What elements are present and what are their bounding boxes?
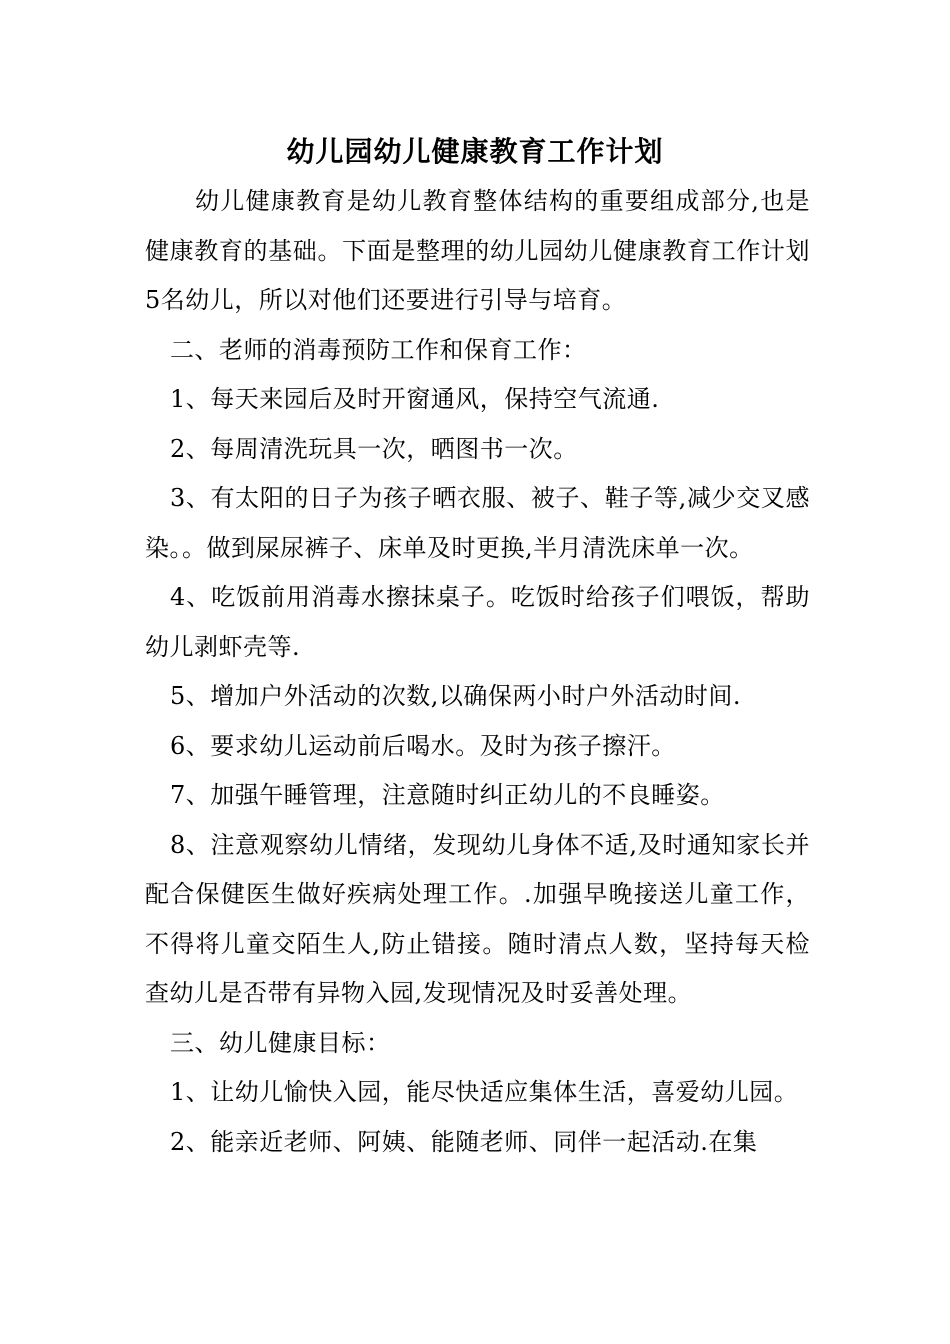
document-body	[145, 177, 810, 1167]
paragraph-intro: 幼儿健康教育是幼儿教育整体结构的重要组成部分,也是健康教育的基础。下面是整理的幼儿园幼儿健康教育工作计划5名幼儿，所以对他们还要进行引导与培育。	[145, 187, 810, 314]
section-heading-teacher-work: 二、老师的消毒预防工作和保育工作：	[170, 335, 587, 364]
list-item: 1、每天来园后及时开窗通风，保持空气流通.	[170, 385, 660, 413]
list-item: 3、有太阳的日子为孩子晒衣服、被子、鞋子等,减少交叉感染。。做到屎尿裤子、床单及时更换,半月清洗床单一次。	[145, 484, 810, 562]
section-heading-health-goals: 三、幼儿健康目标：	[170, 1028, 391, 1057]
document-title: 幼儿园幼儿健康教育工作计划	[286, 135, 664, 168]
list-item: 6、要求幼儿运动前后喝水。及时为孩子擦汗。	[170, 731, 676, 760]
list-item: 4、吃饭前用消毒水擦抹桌子。吃饭时给孩子们喂饭，帮助幼儿剥虾壳等.	[145, 583, 810, 661]
list-item: 7、加强午睡管理，注意随时纠正幼儿的不良睡姿。	[170, 781, 725, 809]
list-item: 2、每周清洗玩具一次，晒图书一次。	[170, 434, 578, 463]
list-item: 1、让幼儿愉快入园，能尽快适应集体生活，喜爱幼儿园。	[170, 1078, 799, 1106]
list-item: 5、增加户外活动的次数,以确保两小时户外活动时间.	[170, 682, 742, 710]
list-item: 2、能亲近老师、阿姨、能随老师、同伴一起活动.在集	[170, 1127, 758, 1156]
list-item: 8、注意观察幼儿情绪，发现幼儿身体不适,及时通知家长并配合保健医生做好疾病处理工作。.加强早晚接送儿童工作，不得将儿童交陌生人,防止错接。随时清点人数，坚持每天检查幼儿是否带有异物入园,发现情况及时妥善处理。	[145, 830, 810, 1007]
